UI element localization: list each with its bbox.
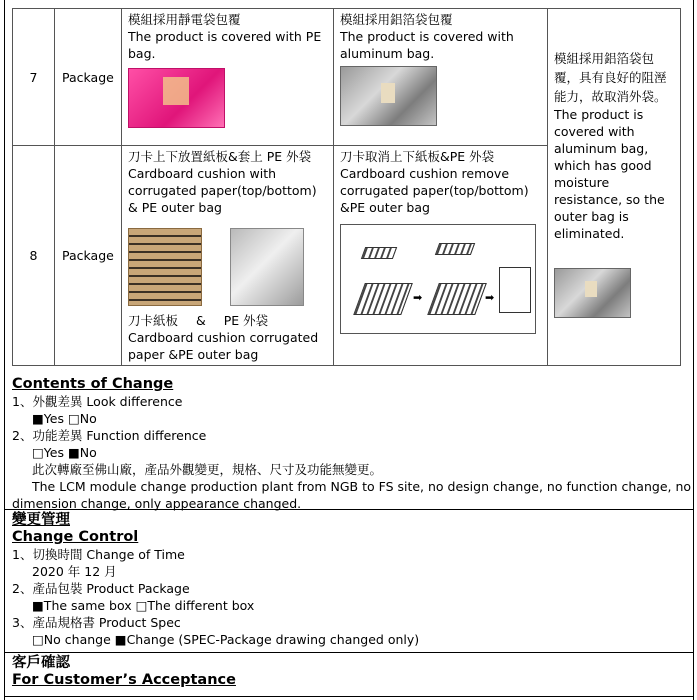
cardboard-photo bbox=[128, 228, 202, 306]
before-text-zh: 刀卡上下放置紙板&套上 PE 外袋 bbox=[128, 149, 312, 164]
product-spec-options: □No change ■Change (SPEC-Package drawing changed only) bbox=[32, 632, 420, 647]
product-package-label: 2、產品包裝 Product Package bbox=[12, 581, 190, 596]
after-text-en: The product is covered with aluminum bag. bbox=[340, 29, 514, 61]
function-difference-options: □Yes ■No bbox=[32, 445, 97, 460]
before-text-en: The product is covered with PE bag. bbox=[128, 29, 322, 61]
divider bbox=[4, 509, 694, 510]
customer-section bbox=[12, 655, 236, 689]
row-label: Package bbox=[55, 9, 122, 146]
row-number: 7 bbox=[13, 9, 55, 146]
caption-pe-bag: PE 外袋 bbox=[223, 313, 269, 328]
after-text-zh: 刀卡取消上下紙板&PE 外袋 bbox=[340, 149, 495, 164]
pe-bag-photo bbox=[128, 68, 225, 128]
before-cell bbox=[122, 9, 334, 146]
package-change-table bbox=[12, 8, 681, 366]
caption-en: Cardboard cushion corrugated paper &PE outer bag bbox=[128, 330, 319, 362]
change-description-zh: 此次轉廠至佛山廠，產品外觀變更，規格、尺寸及功能無變更。 bbox=[32, 462, 383, 477]
pe-outer-bag-photo bbox=[230, 228, 304, 306]
divider bbox=[4, 696, 694, 697]
product-package-options: ■The same box □The different box bbox=[32, 598, 255, 613]
customer-title-zh: 客戶確認 bbox=[12, 655, 70, 671]
customer-title-en: For Customer’s Acceptance bbox=[12, 672, 236, 688]
look-difference-label: 1、外觀差異 Look difference bbox=[12, 394, 183, 409]
change-description-en-cont: dimension change, only appearance changed. bbox=[12, 496, 302, 511]
control-title-zh: 變更管理 bbox=[12, 512, 70, 528]
change-description-en: The LCM module change production plant from NGB to FS site, no design change, no function change, no bbox=[32, 479, 692, 494]
before-text-zh: 模組採用靜電袋包覆 bbox=[128, 12, 241, 27]
row-label: Package bbox=[55, 146, 122, 366]
after-cell bbox=[334, 146, 548, 366]
caption-amp: & bbox=[196, 313, 206, 328]
divider bbox=[4, 652, 694, 653]
after-text-en: Cardboard cushion remove corrugated paper(top/bottom) &PE outer bag bbox=[340, 166, 529, 215]
function-difference-label: 2、功能差異 Function difference bbox=[12, 428, 207, 443]
packaging-diagram: ➡ ➡ bbox=[340, 224, 536, 334]
contents-section bbox=[12, 376, 691, 512]
control-title-en: Change Control bbox=[12, 529, 139, 545]
row-number: 8 bbox=[13, 146, 55, 366]
before-cell bbox=[122, 146, 334, 366]
caption-cardboard: 刀卡紙板 bbox=[128, 313, 179, 328]
note-cell bbox=[548, 9, 681, 366]
aluminum-bag-photo-small bbox=[554, 268, 631, 318]
control-section bbox=[12, 512, 419, 648]
change-time-value: 2020 年 12 月 bbox=[32, 564, 117, 579]
table-row bbox=[13, 9, 681, 146]
aluminum-bag-photo bbox=[340, 66, 437, 126]
after-text-zh: 模組採用鋁箔袋包覆 bbox=[340, 12, 453, 27]
before-text-en: Cardboard cushion with corrugated paper(top/bottom) & PE outer bag bbox=[128, 166, 317, 215]
change-time-label: 1、切換時間 Change of Time bbox=[12, 547, 185, 562]
contents-title: Contents of Change bbox=[12, 376, 174, 392]
note-text-zh: 模組採用鋁箔袋包覆，具有良好的阻溼能力，故取消外袋。 bbox=[554, 51, 667, 104]
after-cell bbox=[334, 9, 548, 146]
note-text-en: The product is covered with aluminum bag, which has good moisture resistance, so the outer bag is eliminated. bbox=[554, 107, 665, 241]
product-spec-label: 3、產品規格書 Product Spec bbox=[12, 615, 181, 630]
look-difference-options: ■Yes □No bbox=[32, 411, 97, 426]
